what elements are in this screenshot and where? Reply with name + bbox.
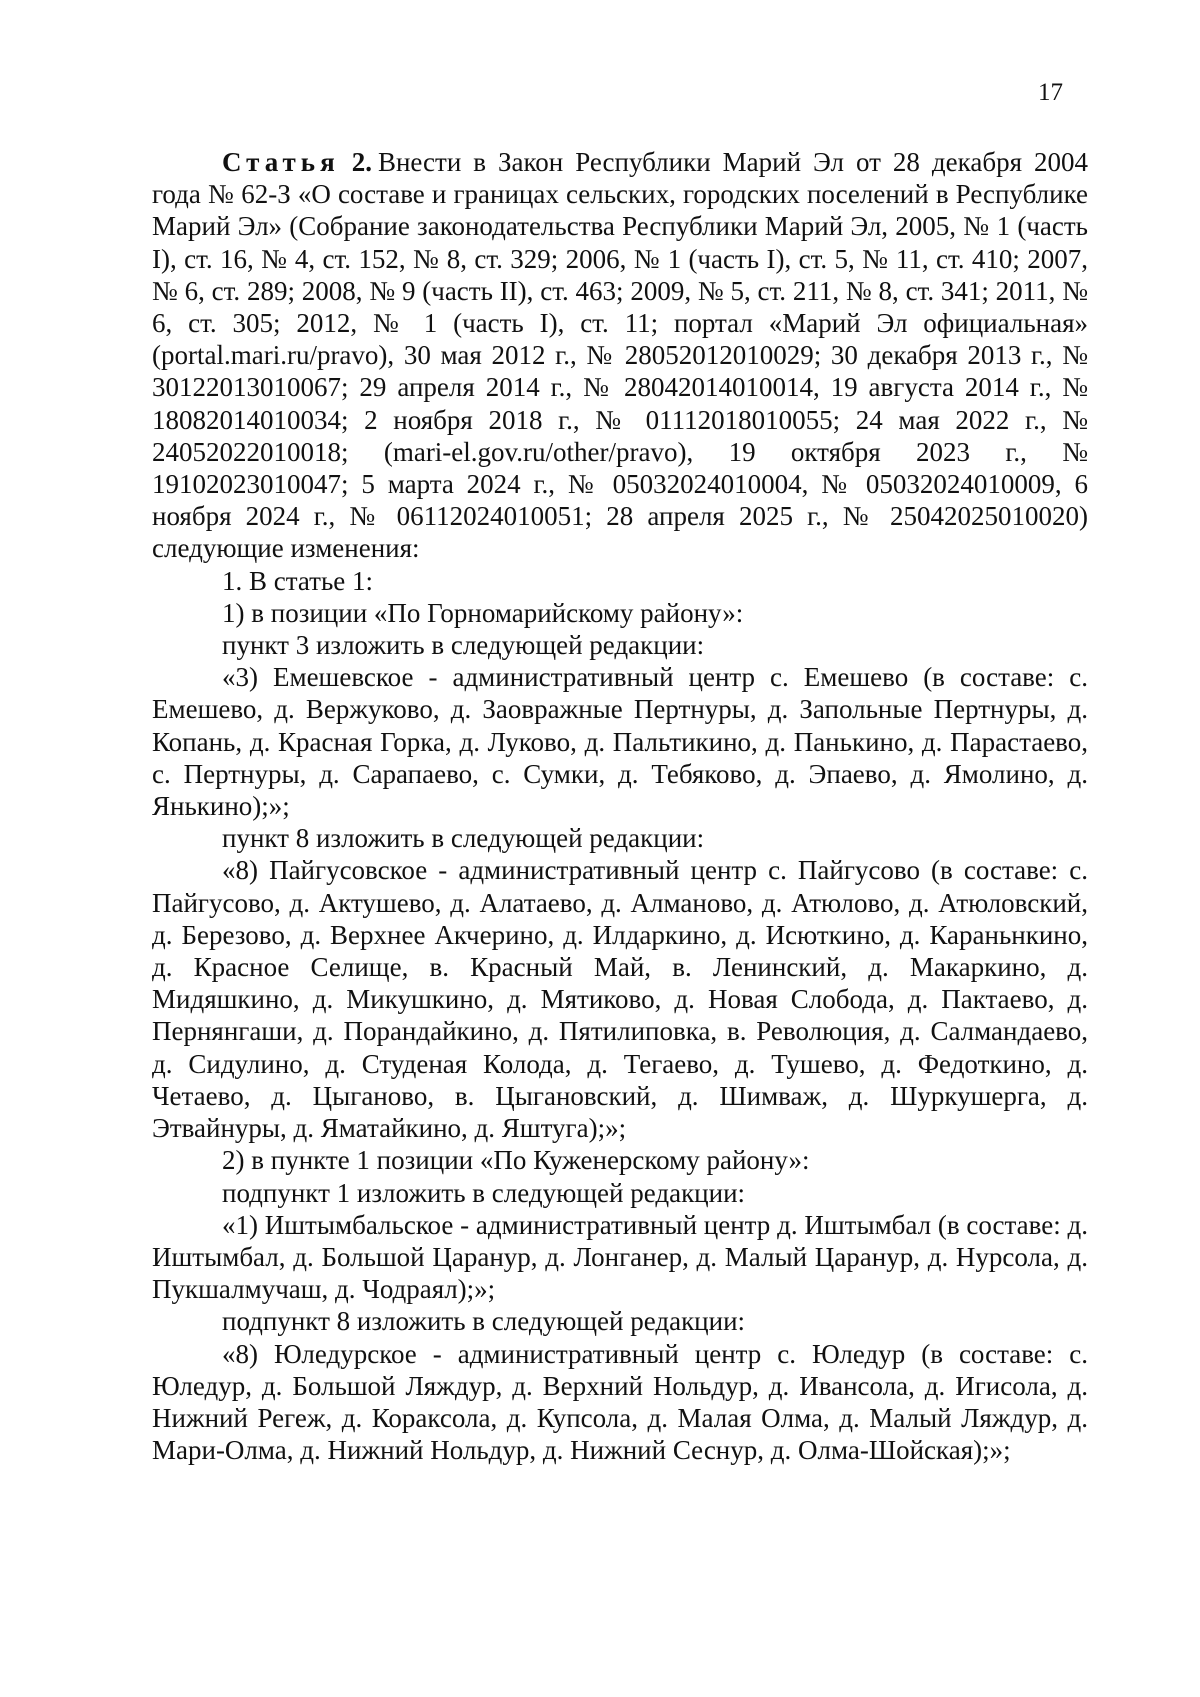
instruction-line: подпункт 1 изложить в следующей редакции:: [222, 1177, 746, 1208]
page-number: 17: [1038, 79, 1063, 106]
article-label: Статья: [222, 147, 340, 177]
settlement-entry: «8) Пайгусовское - административный центр с. Пайгусово (в составе: с. Пайгусово, д. Актушево, д. Алатаево, д. Алманово, д. Атюлово, д. Атюловский, д. Березово, д. Верхнее Акчерино, д. Илдаркино, д. Исюткино, д. Караньнкино, д. Красное Селище, в. Красный Май, в. Ленинский, д. Макаркино, д. Мидяшкино, д. Микушкино, д. Мятиково, д. Новая Слобода, д. Пактаево, д. Пернянгаши, д. Порандайкино, д. Пятилиповка, в. Революция, д. Салмандаево, д. Сидулино, д. Студеная Колода, д. Тегаево, д. Тушево, д. Федоткино, д. Четаево, д. Цыганово, в. Цыгановский, д. Шимваж, д. Шуркушерга, д. Этвайнуры, д. Яматайкино, д. Яштуга);»;: [152, 855, 1088, 1144]
article-paragraph: [152, 146, 1088, 565]
settlement-entry: «1) Иштымбальское - административный центр д. Иштымбал (в составе: д. Иштымбал, д. Большой Царанур, д. Лонганер, д. Малый Царанур, д. Нурсола, д. Пукшалмучаш, д. Чодраял);»;: [152, 1209, 1088, 1305]
article-text: Внести в Закон Республики Марий Эл от 28 декабря 2004 года № 62-З «О составе и границах сельских, городских поселений в Республике Марий Эл» (Собрание законодательства Республики Марий Эл, 2005, № 1 (часть I), ст. 16, № 4, ст. 152, № 8, ст. 329; 2006, № 1 (часть I), ст. 5, № 11, ст. 410; 2007, № 6, ст. 289; 2008, № 9 (часть II), ст. 463; 2009, № 5, ст. 211, № 8, ст. 341; 2011, № 6, ст. 305; 2012, № 1 (часть I), ст. 11; портал «Марий Эл официальная» (portal.mari.ru/pravo), 30 мая 2012 г., № 28052012010029; 30 декабря 2013 г., № 30122013010067; 29 апреля 2014 г., № 28042014010014, 19 августа 2014 г., № 18082014010034; 2 ноября 2018 г., № 01112018010055; 24 мая 2022 г., № 24052022010018; (mari-el.gov.ru/other/pravo), 19 октября 2023 г., № 19102023010047; 5 марта 2024 г., № 05032024010004, № 05032024010009, 6 ноября 2024 г., № 06112024010051; 28 апреля 2025 г., № 25042025010020) следующие изменения:: [152, 147, 1088, 564]
settlement-entry: «8) Юледурское - административный центр с. Юледур (в составе: с. Юледур, д. Большой Ляждур, д. Верхний Нольдур, д. Ивансола, д. Игисола, д. Нижний Регеж, д. Кораксола, д. Купсола, д. Малая Олма, д. Малый Ляждур, д. Мари-Олма, д. Нижний Нольдур, д. Нижний Сеснур, д. Олма-Шойская);»;: [152, 1338, 1088, 1466]
item-heading: 1. В статье 1:: [222, 565, 374, 596]
settlement-entry: «3) Емешевское - административный центр с. Емешево (в составе: с. Емешево, д. Вержуково, д. Заовражные Пертнуры, д. Запольные Пертнуры, д. Копань, д. Красная Горка, д. Луково, д. Пальтикино, д. Панькино, д. Парастаево, с. Пертнуры, д. Сарапаево, с. Сумки, д. Тебяково, д. Эпаево, д. Ямолино, д. Янькино);»;: [152, 662, 1088, 822]
instruction-line: подпункт 8 изложить в следующей редакции:: [222, 1306, 746, 1337]
article-number: 2.: [351, 147, 372, 177]
subitem-heading: 2) в пункте 1 позиции «По Куженерскому району»:: [222, 1145, 810, 1176]
document-body: [152, 146, 1088, 1466]
subitem-heading: 1) в позиции «По Горномарийскому району»:: [222, 597, 744, 628]
instruction-line: пункт 8 изложить в следующей редакции:: [222, 823, 705, 854]
instruction-line: пункт 3 изложить в следующей редакции:: [222, 630, 705, 661]
